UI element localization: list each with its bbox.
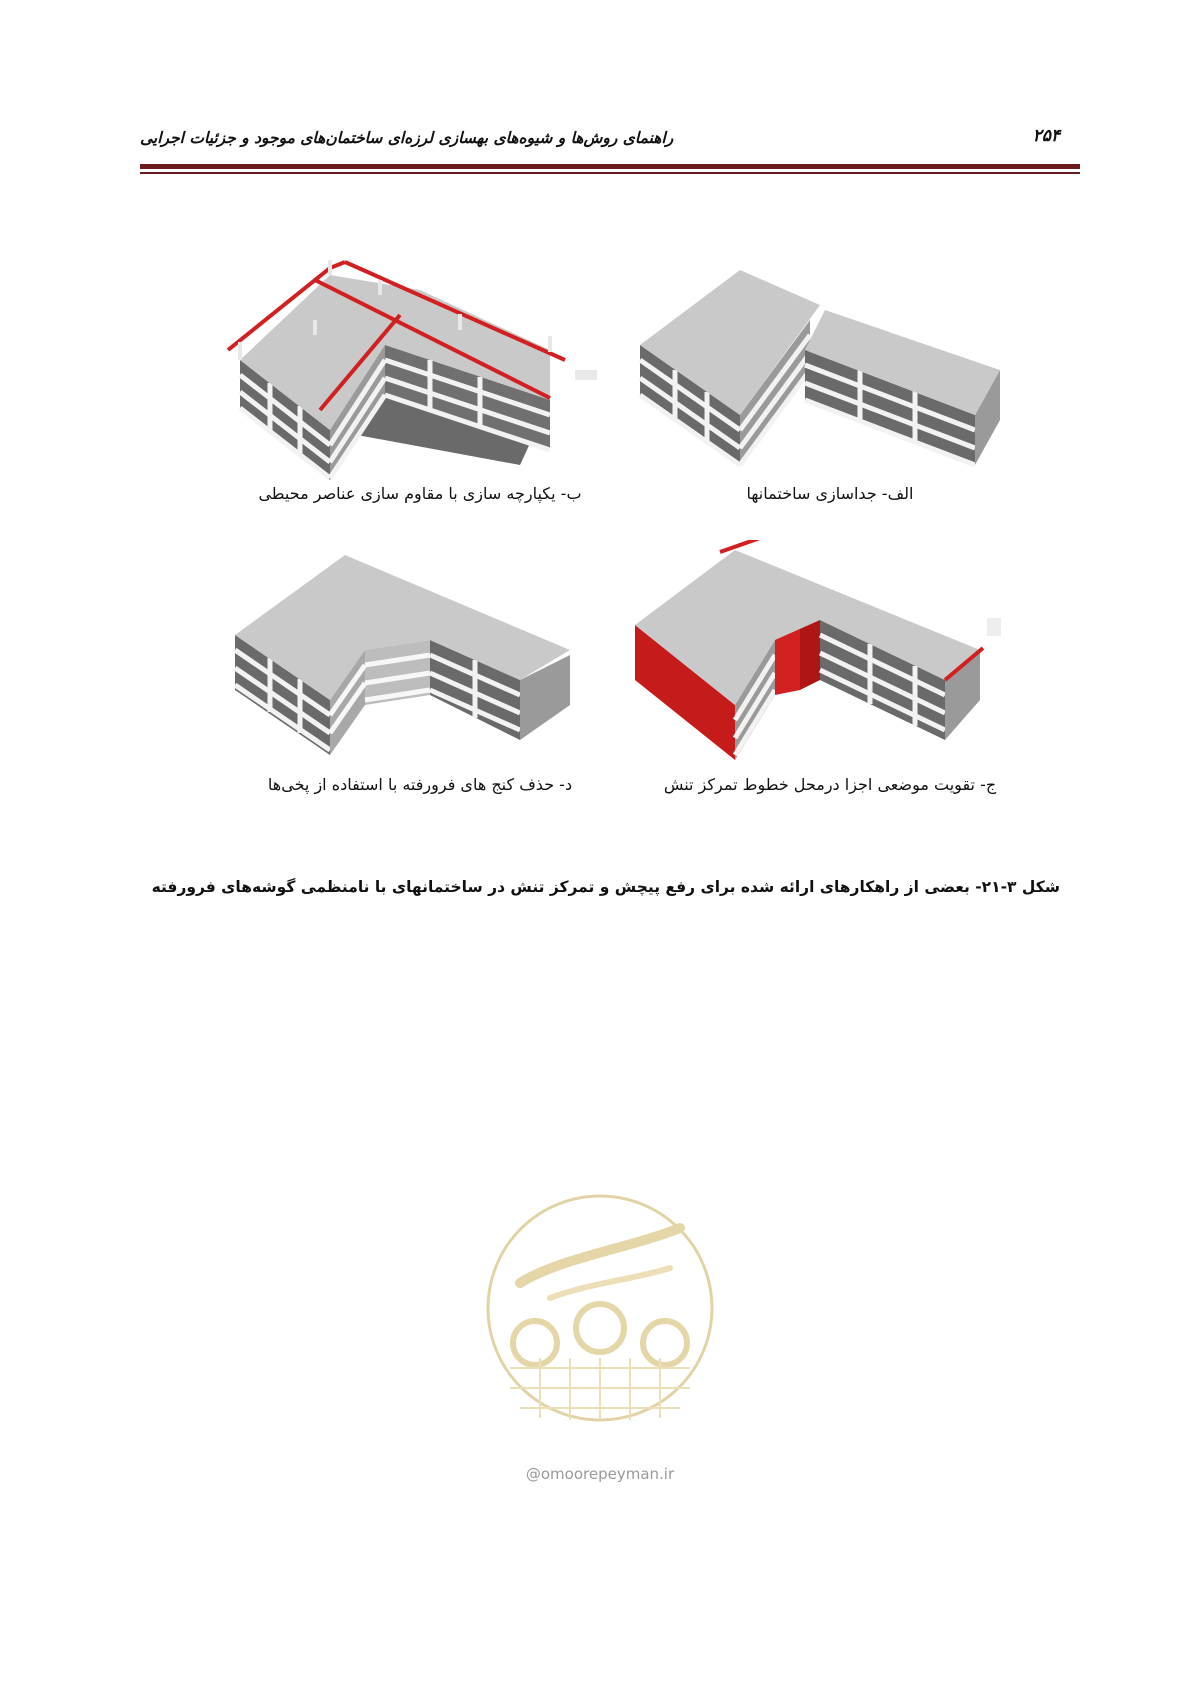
header-rule-thick: [140, 164, 1080, 169]
figure-jim-local-strengthening: [625, 540, 1045, 790]
figure-alef-separated-buildings: [625, 250, 1045, 500]
figure-caption: شکل ۳-۲۱- بعضی از راهکارهای ارائه شده برای رفع پیچش و تمرکز تنش در ساختمانهای با نامنظمی گوشه‌های فرورفته: [151, 878, 1060, 896]
figure-b-integrated-building: [220, 250, 640, 500]
running-header-title: راهنمای روش‌ها و شیوه‌های بهسازی لرزه‌ای ساختمان‌های موجود و جزئیات اجرایی: [140, 128, 674, 147]
watermark-text: @omoorepeyman.ir: [525, 1465, 675, 1483]
page-number: ۲۵۴: [1032, 126, 1060, 146]
watermark-logo: [480, 1188, 720, 1458]
caption-figure-alef: الف- جداسازی ساختمانها: [746, 484, 914, 503]
caption-figure-jim: ج- تقویت موضعی اجزا درمحل خطوط تمرکز تنش: [663, 775, 997, 794]
caption-figure-b: ب- یکپارچه سازی با مقاوم سازی عناصر محیطی: [258, 484, 582, 503]
caption-figure-dal: د- حذف کنج های فرورفته با استفاده از پخی‌ها: [267, 775, 573, 794]
figure-dal-chamfered-building: [220, 540, 640, 790]
header-rule-thin: [140, 172, 1080, 174]
